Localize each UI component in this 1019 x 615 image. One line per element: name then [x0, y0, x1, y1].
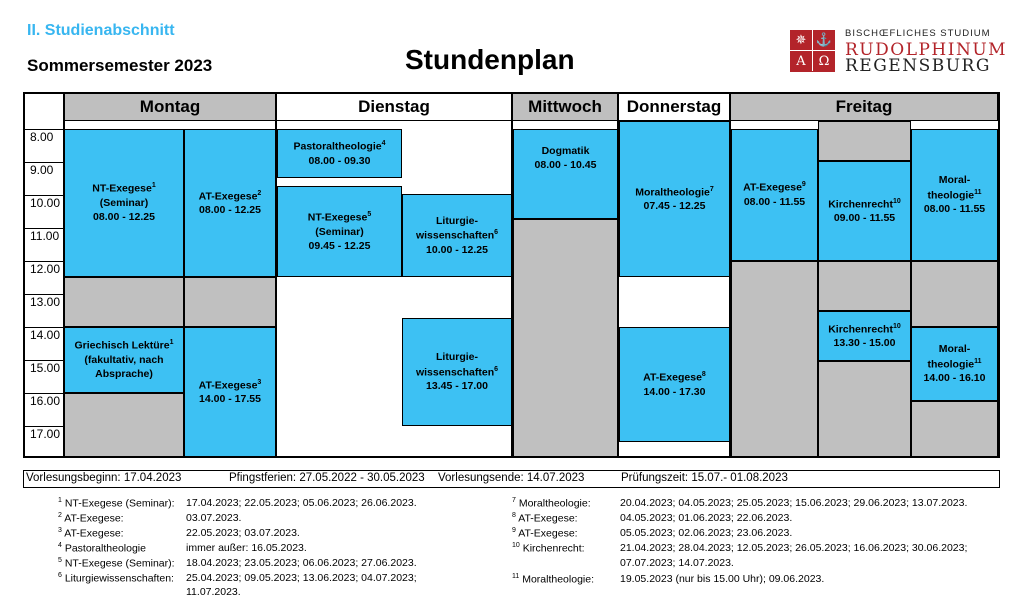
event-name: Kirchenrecht: [828, 198, 893, 211]
free-slot: [64, 393, 184, 457]
event-time: 08.00 - 11.55: [743, 195, 806, 208]
logo-line2: RUDOLPHINUM: [845, 40, 1008, 60]
time-label: 15.00: [30, 361, 61, 375]
logo-line3: REGENSBURG: [845, 56, 991, 76]
footnote-5: $^5$ NT-Exegese (Seminar):: [58, 557, 175, 570]
free-slot: [911, 401, 998, 457]
footnote-ref: 5: [367, 210, 372, 218]
footnote-ref: 3: [257, 378, 262, 386]
free-slot: [818, 121, 911, 161]
event-fr-kirchenrecht[interactable]: [818, 161, 911, 261]
footnote-9-dates: 05.05.2023; 02.06.2023; 23.06.2023.: [620, 527, 793, 539]
event-time: 10.00 - 12.25: [426, 243, 488, 256]
event-name: Griechisch Lektüre: [74, 339, 170, 352]
footnote-ref: 9: [801, 181, 806, 188]
event-time: 09.45 - 12.25: [308, 239, 371, 252]
time-label: 9.00: [30, 163, 54, 177]
event-time: 08.00 - 12.25: [93, 211, 155, 224]
footnote-11-dates: 19.05.2023 (nur bis 15.00 Uhr); 09.06.2023.: [620, 573, 825, 585]
event-fr-moraltheologie-2[interactable]: [911, 327, 998, 401]
semester-info-bar: [23, 470, 1000, 488]
logo-line1: BISCHŒFLICHES STUDIUM: [845, 28, 991, 39]
day-header-mittwoch: Mittwoch: [512, 93, 618, 121]
footnote-ref: 1: [151, 182, 156, 190]
info-pruef: Prüfungszeit: 15.07.- 01.08.2023: [621, 472, 788, 484]
footnote-10: $^{10}$ Kirchenrecht:: [512, 542, 585, 555]
time-label: 16.00: [30, 394, 61, 408]
footnote-ref: 6: [494, 229, 499, 237]
footnote-10-dates-2: 07.07.2023; 14.07.2023.: [620, 557, 734, 569]
event-name: AT-Exegese: [743, 181, 802, 194]
event-name: Moral-: [938, 343, 971, 356]
event-sub: (fakultativ, nach Absprache): [84, 354, 164, 381]
event-name: Kirchenrecht: [828, 323, 893, 336]
event-time: 08.00 - 11.55: [923, 203, 986, 216]
footnote-3: $^3$ AT-Exegese:: [58, 527, 124, 540]
event-name: Pastoraltheologie: [293, 140, 382, 153]
footnote-3-dates: 22.05.2023; 03.07.2023.: [186, 527, 300, 539]
footnote-4-dates: immer außer: 16.05.2023.: [186, 542, 307, 554]
footnote-ref: 1: [169, 339, 174, 347]
footnote-ref: 4: [381, 140, 386, 148]
event-di-nt-exegese[interactable]: [277, 186, 402, 277]
footnote-9: $^9$ AT-Exegese:: [512, 527, 578, 540]
time-label: 12.00: [30, 262, 61, 276]
event-name-2: theologie: [927, 358, 975, 371]
info-end: Vorlesungsende: 14.07.2023: [438, 472, 585, 484]
logo-emblem: [790, 30, 835, 72]
day-header-montag: Montag: [64, 93, 276, 121]
star-icon: ✵: [790, 30, 813, 51]
footnote-10-dates: 21.04.2023; 28.04.2023; 12.05.2023; 26.05.2023; 16.06.2023; 30.06.2023;: [620, 542, 968, 554]
footnote-4: $^4$ Pastoraltheologie: [58, 542, 146, 555]
event-mo-griechisch[interactable]: [64, 327, 184, 393]
fish-icon: ⚓: [813, 30, 835, 51]
event-name: NT-Exegese: [307, 211, 368, 224]
event-name: Liturgie-: [436, 214, 478, 227]
event-fr-kirchenrecht-2[interactable]: [818, 311, 911, 361]
footnote-ref: 10: [892, 322, 901, 330]
event-name-2: wissenschaften: [415, 366, 495, 379]
event-sub: (Seminar): [99, 197, 149, 210]
event-name: AT-Exegese: [198, 379, 258, 392]
day-header-dienstag: Dienstag: [276, 93, 512, 121]
event-name: Moral-: [938, 174, 971, 187]
event-time: 09.00 - 11.55: [833, 212, 896, 225]
alpha-icon: A: [790, 51, 813, 71]
time-label: 10.00: [30, 196, 61, 210]
event-time: 08.00 - 10.45: [534, 159, 597, 172]
footnote-ref: 7: [709, 185, 714, 193]
free-slot: [818, 261, 911, 311]
free-slot: [818, 361, 911, 457]
day-header-donnerstag: Donnerstag: [618, 93, 730, 121]
footnote-2: $^2$ AT-Exegese:: [58, 512, 124, 525]
footnote-6-dates: 25.04.2023; 09.05.2023; 13.06.2023; 04.07.2023;: [186, 572, 417, 584]
event-mo-at-exegese[interactable]: [184, 129, 276, 277]
event-mi-dogmatik[interactable]: [513, 129, 618, 219]
event-name-2: wissenschaften: [415, 229, 495, 242]
footnote-ref: 10: [892, 197, 901, 205]
event-name: Dogmatik: [541, 145, 590, 157]
free-slot: [513, 219, 618, 457]
omega-icon: Ω: [818, 53, 830, 69]
time-label: 8.00: [30, 130, 54, 144]
info-start: Vorlesungsbeginn: 17.04.2023: [26, 472, 182, 484]
footnote-ref: 6: [494, 365, 499, 373]
free-slot: [184, 277, 276, 327]
event-time: 14.00 - 17.55: [199, 393, 261, 406]
time-label: 13.00: [30, 295, 61, 309]
event-fr-moraltheologie[interactable]: [911, 129, 998, 261]
event-di-pastoraltheologie[interactable]: [277, 129, 402, 178]
footnote-6: $^6$ Liturgiewissenschaften:: [58, 572, 174, 585]
free-slot: [64, 277, 184, 327]
footnote-2-dates: 03.07.2023.: [186, 512, 242, 524]
time-label: 11.00: [30, 229, 60, 243]
footnote-5-dates: 18.04.2023; 23.05.2023; 06.06.2023; 27.06.2023.: [186, 557, 417, 569]
event-sub: (Seminar): [315, 225, 364, 238]
event-time: 13.30 - 15.00: [833, 337, 896, 350]
event-time: 07.45 - 12.25: [643, 200, 706, 213]
event-time: 08.00 - 12.25: [199, 204, 261, 217]
section-title: II. Studienabschnitt: [27, 22, 175, 39]
footnote-1: $^1$ NT-Exegese (Seminar):: [58, 497, 175, 510]
event-name: Liturgie-: [436, 351, 478, 364]
free-slot: [731, 261, 818, 457]
time-label: 14.00: [30, 328, 61, 342]
event-di-liturgie-2[interactable]: [402, 318, 512, 426]
footnote-7-dates: 20.04.2023; 04.05.2023; 25.05.2023; 15.06.2023; 29.06.2023; 13.07.2023.: [620, 497, 968, 509]
event-name: AT-Exegese: [198, 190, 258, 203]
event-time: 13.45 - 17.00: [426, 380, 488, 393]
event-name: Moraltheologie: [635, 186, 710, 199]
footnote-7: $^7$ Moraltheologie:: [512, 497, 591, 510]
event-mo-nt-exegese[interactable]: [64, 129, 184, 277]
footnote-ref: 2: [257, 189, 262, 197]
free-slot: [911, 261, 998, 327]
footnote-ref: 11: [974, 188, 982, 196]
page-title: Stundenplan: [405, 44, 575, 75]
event-name: AT-Exegese: [643, 371, 702, 384]
event-di-liturgie-1[interactable]: [402, 194, 512, 277]
event-time: 14.00 - 16.10: [923, 372, 986, 385]
event-mo-at-exegese-2[interactable]: [184, 327, 276, 457]
event-do-at-exegese[interactable]: [619, 327, 730, 442]
info-pfingst: Pfingstferien: 27.05.2022 - 30.05.2023: [229, 472, 425, 484]
event-name: NT-Exegese: [92, 182, 152, 195]
event-time: 08.00 - 09.30: [308, 154, 371, 167]
event-fr-at-exegese[interactable]: [731, 129, 818, 261]
footnote-ref: 11: [974, 357, 982, 365]
footnote-ref: 8: [701, 371, 706, 379]
semester-title: Sommersemester 2023: [27, 56, 213, 75]
event-name-2: theologie: [927, 189, 975, 202]
time-label: 17.00: [30, 427, 61, 441]
footnote-6-dates-2: 11.07.2023.: [186, 586, 241, 598]
footnote-11: $^{11}$ Moraltheologie:: [512, 573, 594, 586]
event-do-moraltheologie[interactable]: [619, 121, 730, 277]
footnote-1-dates: 17.04.2023; 22.05.2023; 05.06.2023; 26.06.2023.: [186, 497, 417, 509]
event-time: 14.00 - 17.30: [643, 385, 706, 398]
day-header-freitag: Freitag: [730, 93, 998, 121]
footnote-8: $^8$ AT-Exegese:: [512, 512, 578, 525]
footnote-8-dates: 04.05.2023; 01.06.2023; 22.06.2023.: [620, 512, 793, 524]
